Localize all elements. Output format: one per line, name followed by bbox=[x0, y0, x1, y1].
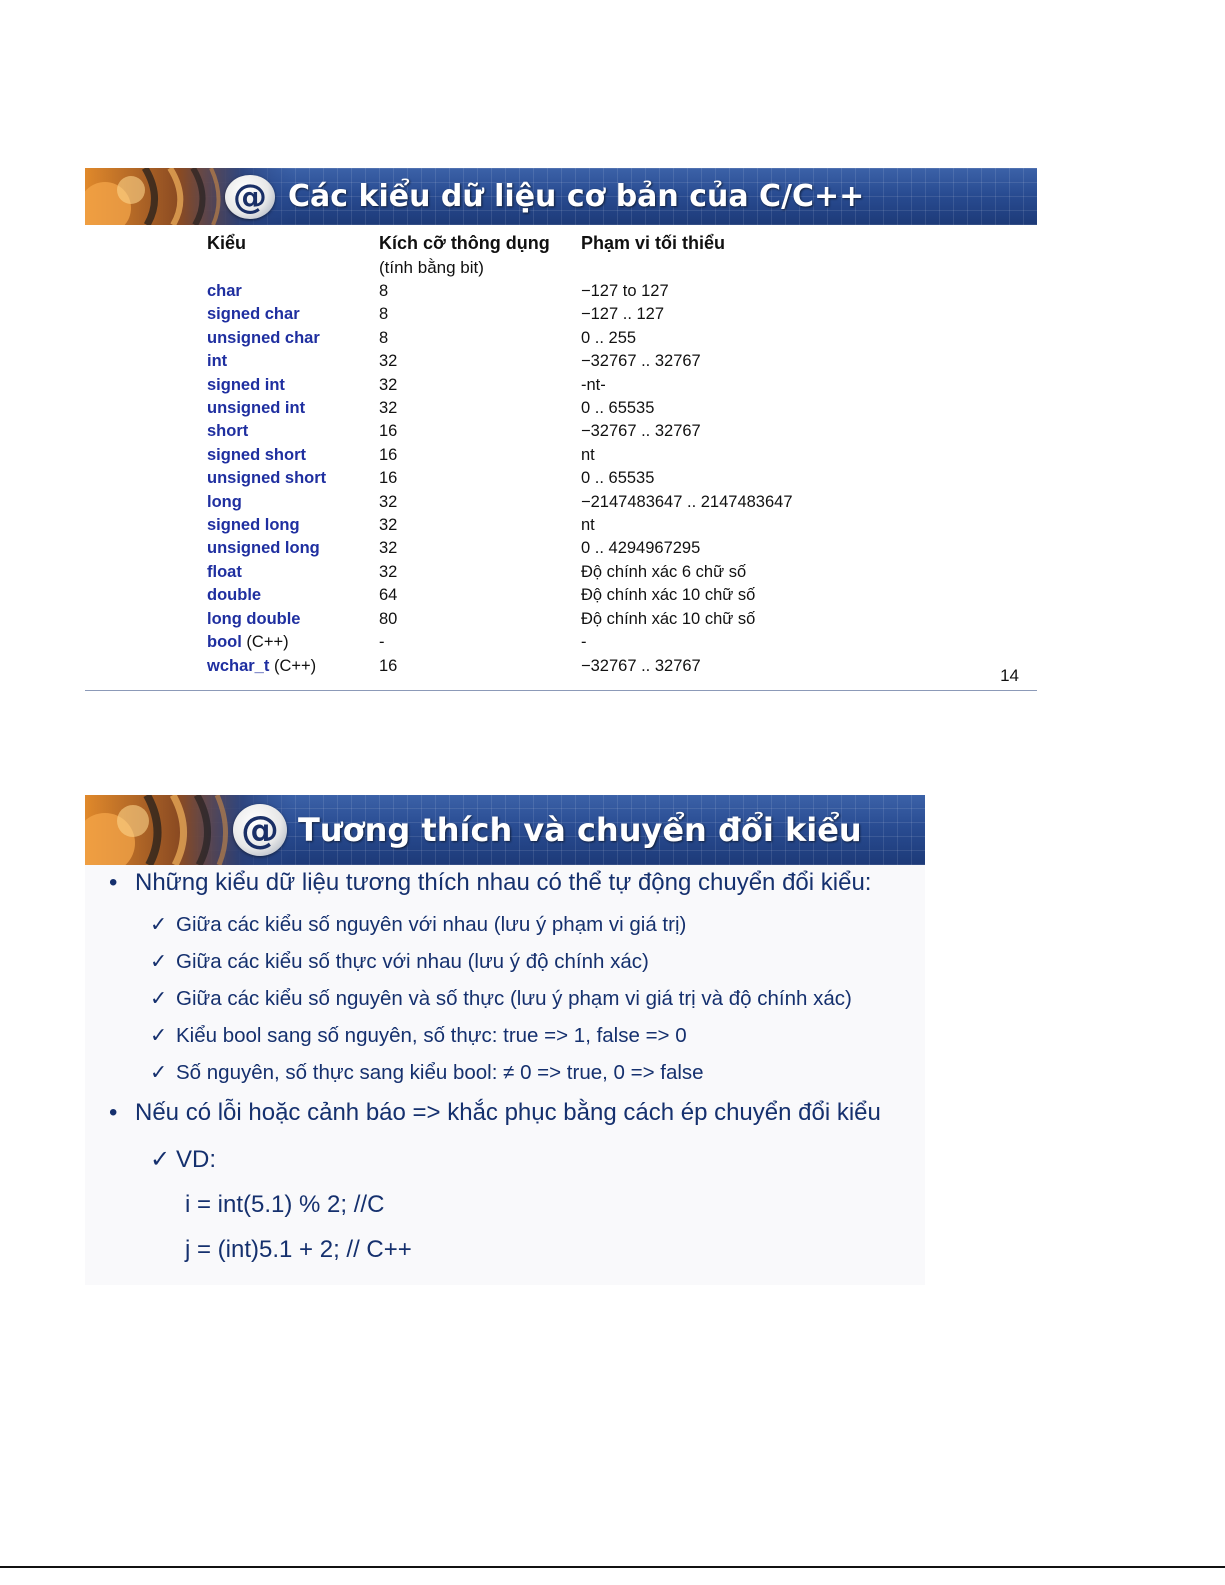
check-icon: ✓ bbox=[150, 913, 168, 936]
type-keyword: float bbox=[207, 562, 242, 581]
cell-range: -nt- bbox=[581, 375, 606, 394]
cell-type bbox=[207, 655, 379, 678]
check-icon: ✓ bbox=[150, 950, 168, 973]
table-row bbox=[207, 467, 907, 490]
type-keyword: unsigned short bbox=[207, 469, 327, 488]
type-keyword: int bbox=[207, 352, 228, 371]
cell-type bbox=[207, 467, 379, 490]
cell-type bbox=[207, 303, 379, 326]
type-keyword: bool bbox=[207, 633, 242, 652]
code-line: i = int(5.1) % 2; //C bbox=[185, 1191, 385, 1218]
at-sign-icon: @ bbox=[225, 175, 275, 219]
cell-range: nt bbox=[581, 516, 595, 535]
cell-type bbox=[207, 397, 379, 420]
type-keyword: long double bbox=[207, 609, 301, 628]
table-row bbox=[207, 350, 907, 373]
table-row bbox=[207, 444, 907, 467]
cell-range: 0 .. 65535 bbox=[581, 399, 655, 418]
type-keyword: unsigned char bbox=[207, 328, 320, 347]
at-sign-icon: @ bbox=[233, 804, 287, 856]
type-keyword: char bbox=[207, 282, 242, 300]
cell-range: −32767 .. 32767 bbox=[581, 352, 701, 371]
cell-range: - bbox=[581, 633, 587, 652]
header-size-label: Kích cỡ thông dụng bbox=[379, 233, 550, 253]
cell-type bbox=[207, 491, 379, 514]
cell-type bbox=[207, 514, 379, 537]
bullet-icon: • bbox=[109, 869, 118, 896]
cell-range: −127 .. 127 bbox=[581, 305, 665, 324]
cell-type bbox=[207, 631, 379, 654]
table-row bbox=[207, 631, 907, 654]
bullet-cast bbox=[109, 1099, 881, 1127]
cell-size: 8 bbox=[379, 328, 389, 347]
cell-size: 64 bbox=[379, 586, 398, 605]
sub-item bbox=[150, 1060, 704, 1085]
cell-size: 80 bbox=[379, 609, 398, 628]
type-keyword: signed long bbox=[207, 516, 300, 535]
table-row bbox=[207, 514, 907, 537]
cell-type bbox=[207, 584, 379, 607]
cell-size: 8 bbox=[379, 305, 389, 324]
cell-size: 32 bbox=[379, 399, 398, 418]
header-size bbox=[379, 230, 581, 280]
sub-item-text: Giữa các kiểu số nguyên với nhau (lưu ý phạm vi giá trị) bbox=[176, 913, 687, 936]
cell-type bbox=[207, 327, 379, 350]
cell-range: Độ chính xác 10 chữ số bbox=[581, 586, 756, 605]
type-suffix: (C++) bbox=[269, 656, 317, 675]
bullet-text: Nếu có lỗi hoặc cảnh báo => khắc phục bằng cách ép chuyển đổi kiểu bbox=[135, 1099, 881, 1126]
slide-data-types bbox=[85, 168, 1037, 698]
type-keyword: signed short bbox=[207, 445, 307, 464]
cell-range: 0 .. 4294967295 bbox=[581, 539, 701, 558]
type-keyword: wchar_t bbox=[207, 656, 270, 675]
sub-item-text: Giữa các kiểu số nguyên và số thực (lưu ý phạm vi giá trị và độ chính xác) bbox=[176, 987, 852, 1010]
table-header-row bbox=[207, 230, 907, 280]
type-keyword: signed int bbox=[207, 375, 285, 394]
header-size-sub: (tính bằng bit) bbox=[379, 258, 484, 277]
slide-type-conversion bbox=[85, 795, 925, 1285]
page-bottom-border bbox=[0, 1566, 1225, 1568]
type-keyword: long bbox=[207, 492, 242, 511]
type-suffix: (C++) bbox=[241, 633, 289, 652]
slide-banner bbox=[85, 795, 925, 865]
sub-item bbox=[150, 912, 686, 937]
sub-item-text: Số nguyên, số thực sang kiểu bool: ≠ 0 => true, 0 => false bbox=[176, 1061, 704, 1084]
table-row bbox=[207, 280, 907, 303]
cell-size: 16 bbox=[379, 422, 398, 441]
table-row bbox=[207, 537, 907, 560]
table-row bbox=[207, 397, 907, 420]
cell-range: nt bbox=[581, 445, 595, 464]
cell-size: 32 bbox=[379, 492, 398, 511]
code-line: j = (int)5.1 + 2; // C++ bbox=[185, 1236, 412, 1263]
cell-size: 32 bbox=[379, 539, 398, 558]
sub-item-text: Giữa các kiểu số thực với nhau (lưu ý độ chính xác) bbox=[176, 950, 649, 973]
sub-item-text: Kiểu bool sang số nguyên, số thực: true => 1, false => 0 bbox=[176, 1024, 687, 1047]
cell-type bbox=[207, 280, 379, 303]
cell-range: 0 .. 255 bbox=[581, 328, 637, 347]
cell-range: Độ chính xác 10 chữ số bbox=[581, 609, 756, 628]
table-row bbox=[207, 655, 907, 678]
check-icon: ✓ bbox=[150, 1024, 168, 1047]
table-row bbox=[207, 374, 907, 397]
data-types-table bbox=[207, 230, 907, 678]
example-label-text: VD: bbox=[176, 1146, 217, 1173]
bullet-icon: • bbox=[109, 1099, 118, 1126]
type-keyword: double bbox=[207, 586, 262, 605]
slide-title: Các kiểu dữ liệu cơ bản của C/C++ bbox=[288, 179, 865, 214]
cell-type bbox=[207, 420, 379, 443]
slide-banner bbox=[85, 168, 1037, 225]
example-label bbox=[150, 1145, 216, 1174]
cell-type bbox=[207, 537, 379, 560]
cell-range: Độ chính xác 6 chữ số bbox=[581, 562, 747, 581]
cell-range: −32767 .. 32767 bbox=[581, 656, 701, 675]
cell-size: 32 bbox=[379, 352, 398, 371]
cell-size: 16 bbox=[379, 656, 398, 675]
sub-item bbox=[150, 949, 649, 974]
cell-size: 8 bbox=[379, 282, 389, 300]
type-keyword: unsigned long bbox=[207, 539, 320, 558]
page-number: 14 bbox=[1000, 666, 1019, 685]
cell-range: −2147483647 .. 2147483647 bbox=[581, 492, 793, 511]
type-keyword: signed char bbox=[207, 305, 300, 324]
table-row bbox=[207, 561, 907, 584]
slide-divider bbox=[85, 690, 1037, 691]
header-range: Phạm vi tối thiểu bbox=[581, 233, 726, 253]
table-row bbox=[207, 420, 907, 443]
table-row bbox=[207, 491, 907, 514]
check-icon: ✓ bbox=[150, 1061, 168, 1084]
cell-size: 32 bbox=[379, 375, 398, 394]
table-row bbox=[207, 327, 907, 350]
cell-size: 32 bbox=[379, 516, 398, 535]
cell-range: 0 .. 65535 bbox=[581, 469, 655, 488]
check-icon: ✓ bbox=[150, 1146, 171, 1173]
slide-title: Tương thích và chuyển đổi kiểu bbox=[298, 811, 862, 849]
bullet-auto-conversion bbox=[109, 869, 871, 897]
cell-range: −32767 .. 32767 bbox=[581, 422, 701, 441]
cell-size: 16 bbox=[379, 469, 398, 488]
sub-item bbox=[150, 1023, 687, 1048]
slide-content bbox=[85, 865, 925, 1285]
cell-size: 16 bbox=[379, 445, 398, 464]
check-icon: ✓ bbox=[150, 987, 168, 1010]
cell-type bbox=[207, 350, 379, 373]
table-row bbox=[207, 303, 907, 326]
type-keyword: unsigned int bbox=[207, 399, 306, 418]
cell-size: - bbox=[379, 633, 385, 652]
sub-item bbox=[150, 986, 852, 1011]
table-row bbox=[207, 608, 907, 631]
table-body bbox=[207, 280, 907, 678]
cell-type bbox=[207, 444, 379, 467]
table-row bbox=[207, 584, 907, 607]
type-keyword: short bbox=[207, 422, 249, 441]
cell-size: 32 bbox=[379, 562, 398, 581]
cell-range: −127 to 127 bbox=[581, 282, 669, 300]
cell-type bbox=[207, 374, 379, 397]
header-type: Kiểu bbox=[207, 233, 247, 253]
bullet-text: Những kiểu dữ liệu tương thích nhau có thể tự động chuyển đổi kiểu: bbox=[135, 869, 872, 896]
cell-type bbox=[207, 561, 379, 584]
cell-type bbox=[207, 608, 379, 631]
